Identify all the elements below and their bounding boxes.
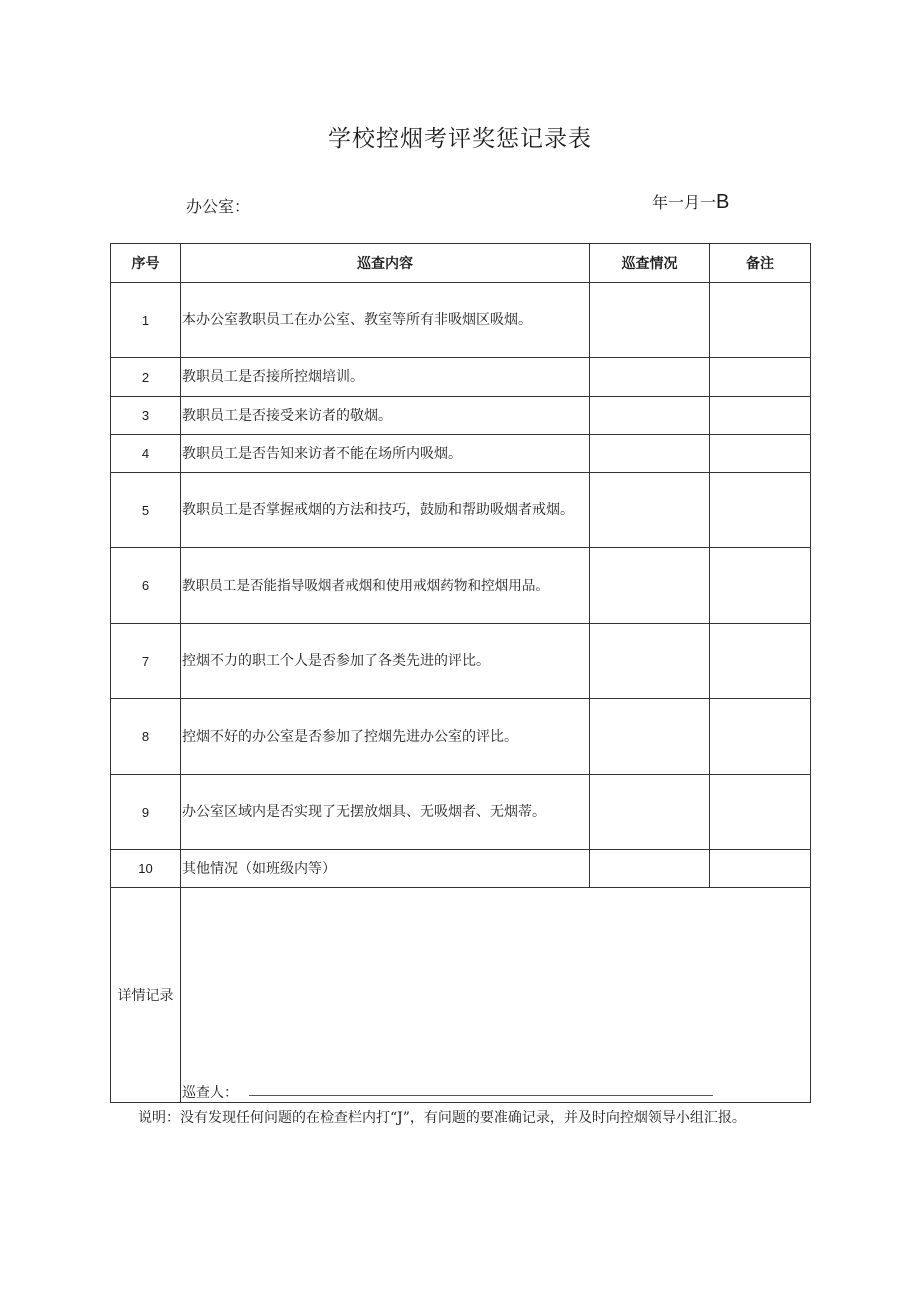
row-number: 2: [111, 358, 181, 397]
row-content: 控烟不力的职工个人是否参加了各类先进的评比。: [181, 624, 590, 699]
row-content: 教职员工是否接所控烟培训。: [181, 358, 590, 397]
header-content: 巡查内容: [181, 244, 590, 283]
footnote: 说明：没有发现任何问题的在检查栏内打“J”，有问题的要准确记录，并及时向控烟领导小组汇报。: [138, 1110, 746, 1126]
row-number: 6: [111, 548, 181, 624]
table-row: [111, 435, 811, 473]
status-cell[interactable]: [590, 699, 710, 775]
row-number: 1: [111, 283, 181, 358]
row-content: 教职员工是否掌握戒烟的方法和技巧，鼓励和帮助吸烟者戒烟。: [181, 473, 590, 548]
table-row: [111, 850, 811, 888]
table-row: [111, 624, 811, 699]
remark-cell[interactable]: [710, 473, 811, 548]
status-cell[interactable]: [590, 358, 710, 397]
row-content: 教职员工是否能指导吸烟者戒烟和使用戒烟药物和控烟用品。: [181, 548, 590, 624]
inspector-label: 巡查人：: [182, 1085, 238, 1101]
status-cell[interactable]: [590, 397, 710, 435]
status-cell[interactable]: [590, 775, 710, 850]
row-number: 5: [111, 473, 181, 548]
header-no: 序号: [111, 244, 181, 283]
table-row: [111, 548, 811, 624]
table-row: [111, 397, 811, 435]
office-label: 办公室：: [186, 197, 251, 216]
remark-cell[interactable]: [710, 435, 811, 473]
detail-record-area[interactable]: [181, 888, 811, 1103]
status-cell[interactable]: [590, 283, 710, 358]
row-content: 教职员工是否接受来访者的敬烟。: [181, 397, 590, 435]
remark-cell[interactable]: [710, 850, 811, 888]
date-field: [652, 190, 729, 214]
remark-cell[interactable]: [710, 358, 811, 397]
remark-cell[interactable]: [710, 775, 811, 850]
page-title: 学校控烟考评奖惩记录表: [328, 126, 592, 152]
remark-cell[interactable]: [710, 624, 811, 699]
row-number: 7: [111, 624, 181, 699]
row-number: 10: [111, 850, 181, 888]
row-content: 控烟不好的办公室是否参加了控烟先进办公室的评比。: [181, 699, 590, 775]
table-row: [111, 283, 811, 358]
status-cell[interactable]: [590, 850, 710, 888]
status-cell[interactable]: [590, 548, 710, 624]
inspector-signature-line[interactable]: [249, 1095, 713, 1096]
header-status: 巡查情况: [590, 244, 710, 283]
date-suffix: B: [716, 191, 730, 213]
row-number: 9: [111, 775, 181, 850]
table-header-row: [111, 244, 811, 283]
status-cell[interactable]: [590, 473, 710, 548]
date-label: 年一月一: [652, 193, 717, 212]
table-row: [111, 473, 811, 548]
remark-cell[interactable]: [710, 397, 811, 435]
remark-cell[interactable]: [710, 548, 811, 624]
table-row: [111, 358, 811, 397]
row-number: 8: [111, 699, 181, 775]
row-number: 3: [111, 397, 181, 435]
row-content: 教职员工是否告知来访者不能在场所内吸烟。: [181, 435, 590, 473]
detail-row: [111, 888, 811, 1103]
row-content: 办公室区域内是否实现了无摆放烟具、无吸烟者、无烟蒂。: [181, 775, 590, 850]
row-content: 其他情况（如班级内等）: [181, 850, 590, 888]
row-number: 4: [111, 435, 181, 473]
table-row: [111, 699, 811, 775]
status-cell[interactable]: [590, 435, 710, 473]
table-row: [111, 775, 811, 850]
remark-cell[interactable]: [710, 283, 811, 358]
status-cell[interactable]: [590, 624, 710, 699]
remark-cell[interactable]: [710, 699, 811, 775]
inspection-table: [110, 243, 811, 1103]
row-content: 本办公室教职员工在办公室、教室等所有非吸烟区吸烟。: [181, 283, 590, 358]
detail-label: 详情记录: [111, 888, 181, 1103]
header-remark: 备注: [710, 244, 811, 283]
